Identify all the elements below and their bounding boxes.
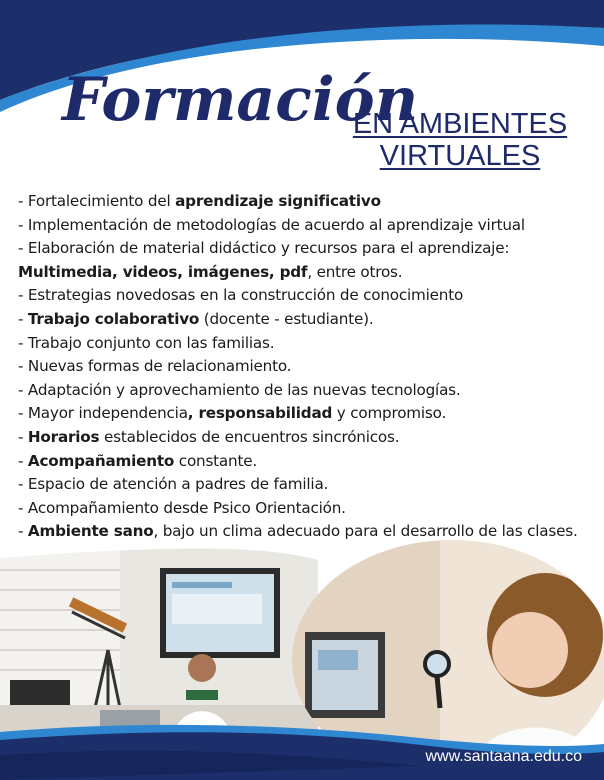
classroom-photo [0, 540, 320, 745]
bullet-text-bold: Trabajo colaborativo [27, 309, 200, 328]
bullet-text-bold: Multimedia, videos, imágenes, pdf [18, 262, 308, 281]
bullet-text: - Nuevas formas de relacionamiento. [18, 357, 292, 376]
bullet-text: - Estrategias novedosas en la construcción de conocimiento [18, 286, 464, 305]
bullet-text: - Espacio de atención a padres de familia. [18, 475, 329, 494]
bullet-item [18, 402, 604, 426]
bullet-text: - Mayor independencia [18, 404, 188, 423]
bullet-item [18, 473, 604, 497]
bullet-text: - Acompañamiento desde Psico Orientación. [18, 498, 346, 517]
page-subtitle [340, 108, 580, 172]
bullet-text: - Adaptación y aprovechamiento de las nuevas tecnologías. [18, 380, 461, 399]
bullet-text: constante. [174, 451, 257, 470]
bullet-text: - Implementación de metodologías de acuerdo al aprendizaje virtual [18, 215, 525, 234]
bullet-item [18, 214, 604, 238]
bullet-text: - [18, 451, 28, 470]
bullet-item [18, 284, 604, 308]
bullet-item [18, 379, 604, 403]
page-title: Formación [62, 65, 419, 135]
bullet-text-bold: Acompañamiento [27, 451, 175, 470]
bullet-text: - Fortalecimiento del [18, 192, 176, 210]
bullet-text: establecidos de encuentros sincrónicos. [99, 427, 400, 446]
bullet-text: , entre otros. [307, 262, 403, 281]
bullet-text: , bajo un clima adecuado para el desarrollo de las clases. [153, 522, 578, 541]
bullet-item [18, 237, 604, 261]
website-url[interactable]: www.santaana.edu.co [425, 748, 582, 765]
bullet-item [18, 308, 604, 332]
bullet-item [18, 332, 604, 356]
bullet-text-bold: aprendizaje significativo [175, 192, 381, 210]
bullet-text: - [18, 427, 28, 446]
photo-collage [0, 540, 604, 780]
bullet-item [18, 190, 604, 214]
bullet-item [18, 426, 604, 450]
bullet-item [18, 450, 604, 474]
bullet-text: y compromiso. [332, 404, 447, 423]
bullet-text: - [18, 309, 28, 328]
bullet-item [18, 261, 604, 285]
bullet-text: - [18, 522, 28, 541]
bullet-text-bold: Ambiente sano [27, 522, 154, 541]
bullet-item [18, 355, 604, 379]
bullet-text: - Elaboración de material didáctico y recursos para el aprendizaje: [18, 239, 510, 258]
bullet-text-bold: , responsabilidad [187, 404, 333, 423]
subtitle-line-2: VIRTUALES [379, 140, 541, 172]
monitor-illustration [305, 632, 385, 718]
bullet-item [18, 497, 604, 521]
subtitle-line-1: EN AMBIENTES [352, 108, 568, 140]
bullet-text-bold: Horarios [27, 427, 100, 446]
bullet-list [18, 190, 604, 544]
bullet-text: (docente - estudiante). [199, 309, 374, 328]
bullet-text: - Trabajo conjunto con las familias. [18, 333, 275, 352]
